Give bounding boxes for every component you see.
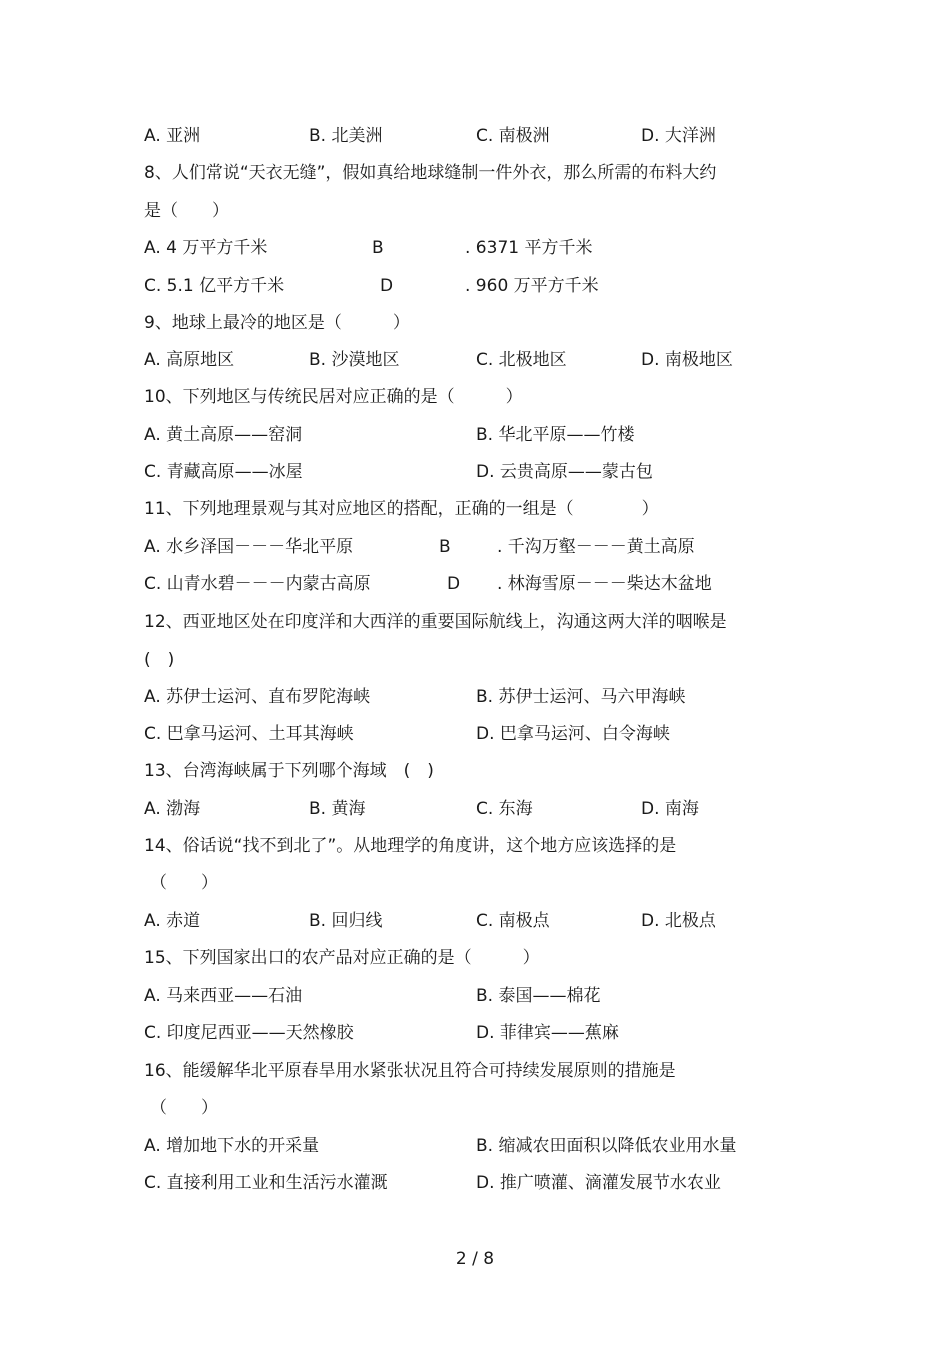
q10-option-d: D. 云贵高原——蒙古包 xyxy=(476,462,653,482)
q12-stem: 12、西亚地区处在印度洋和大西洋的重要国际航线上，沟通这两大洋的咽喉是 xyxy=(144,612,727,632)
q9-option-c: C. 北极地区 xyxy=(476,350,567,370)
q11-stem: 11、下列地理景观与其对应地区的搭配，正确的一组是（ ） xyxy=(144,499,659,519)
q13-option-b: B. 黄海 xyxy=(309,799,366,819)
q9-stem: 9、地球上最冷的地区是（ ） xyxy=(144,313,410,333)
q7-option-d: D. 大洋洲 xyxy=(641,126,716,146)
q8-option-c: C. 5.1 亿平方千米 xyxy=(144,276,285,296)
q8-option-d: . 960 万平方千米 xyxy=(465,276,599,296)
q12-stem-cont: ( ) xyxy=(144,650,175,670)
q16-stem-cont: （ ） xyxy=(150,1098,218,1118)
q11-option-b-letter: B xyxy=(439,537,451,557)
q11-option-c: C. 山青水碧－－－内蒙古高原 xyxy=(144,574,371,594)
page-number: 2 / 8 xyxy=(455,1249,495,1269)
q16-option-b: B. 缩减农田面积以降低农业用水量 xyxy=(476,1136,737,1156)
q16-stem: 16、能缓解华北平原春旱用水紧张状况且符合可持续发展原则的措施是 xyxy=(144,1061,676,1081)
q16-option-a: A. 增加地下水的开采量 xyxy=(144,1136,320,1156)
q11-option-d-letter: D xyxy=(447,574,461,594)
q14-stem: 14、俗话说“找不到北了”。从地理学的角度讲，这个地方应该选择的是 xyxy=(144,836,677,856)
q12-option-b: B. 苏伊士运河、马六甲海峡 xyxy=(476,687,686,707)
q11-option-a: A. 水乡泽国－－－华北平原 xyxy=(144,537,354,557)
q10-stem: 10、下列地区与传统民居对应正确的是（ ） xyxy=(144,387,523,407)
q9-option-a: A. 高原地区 xyxy=(144,350,235,370)
q14-option-d: D. 北极点 xyxy=(641,911,716,931)
q8-option-b-letter: B xyxy=(372,238,384,258)
q14-option-b: B. 回归线 xyxy=(309,911,383,931)
q9-option-b: B. 沙漠地区 xyxy=(309,350,400,370)
q11-option-b: . 千沟万壑－－－黄土高原 xyxy=(497,537,695,557)
q10-option-a: A. 黄土高原——窑洞 xyxy=(144,425,303,445)
q8-option-b: . 6371 平方千米 xyxy=(465,238,593,258)
q7-option-a: A. 亚洲 xyxy=(144,126,201,146)
q8-option-d-letter: D xyxy=(380,276,394,296)
q8-option-a: A. 4 万平方千米 xyxy=(144,238,268,258)
q13-option-c: C. 东海 xyxy=(476,799,533,819)
q15-option-d: D. 菲律宾——蕉麻 xyxy=(476,1023,619,1043)
q14-option-a: A. 赤道 xyxy=(144,911,201,931)
q12-option-a: A. 苏伊士运河、直布罗陀海峡 xyxy=(144,687,371,707)
q16-option-c: C. 直接利用工业和生活污水灌溉 xyxy=(144,1173,388,1193)
q15-option-b: B. 泰国——棉花 xyxy=(476,986,601,1006)
q7-option-b: B. 北美洲 xyxy=(309,126,383,146)
q15-option-c: C. 印度尼西亚——天然橡胶 xyxy=(144,1023,354,1043)
q13-stem: 13、台湾海峡属于下列哪个海域 ( ) xyxy=(144,761,434,781)
q15-stem: 15、下列国家出口的农产品对应正确的是（ ） xyxy=(144,948,540,968)
q10-option-c: C. 青藏高原——冰屋 xyxy=(144,462,303,482)
q8-stem-cont: 是（ ） xyxy=(144,201,229,221)
q16-option-d: D. 推广喷灌、滴灌发展节水农业 xyxy=(476,1173,721,1193)
q13-option-a: A. 渤海 xyxy=(144,799,201,819)
q8-stem: 8、人们常说“天衣无缝”，假如真给地球缝制一件外衣，那么所需的布料大约 xyxy=(144,163,717,183)
q15-option-a: A. 马来西亚——石油 xyxy=(144,986,303,1006)
q11-option-d: . 林海雪原－－－柴达木盆地 xyxy=(497,574,712,594)
q14-option-c: C. 南极点 xyxy=(476,911,550,931)
q10-option-b: B. 华北平原——竹楼 xyxy=(476,425,635,445)
q12-option-c: C. 巴拿马运河、土耳其海峡 xyxy=(144,724,354,744)
q12-option-d: D. 巴拿马运河、白令海峡 xyxy=(476,724,670,744)
q13-option-d: D. 南海 xyxy=(641,799,699,819)
q7-option-c: C. 南极洲 xyxy=(476,126,550,146)
q14-stem-cont: （ ） xyxy=(150,873,218,893)
q9-option-d: D. 南极地区 xyxy=(641,350,733,370)
